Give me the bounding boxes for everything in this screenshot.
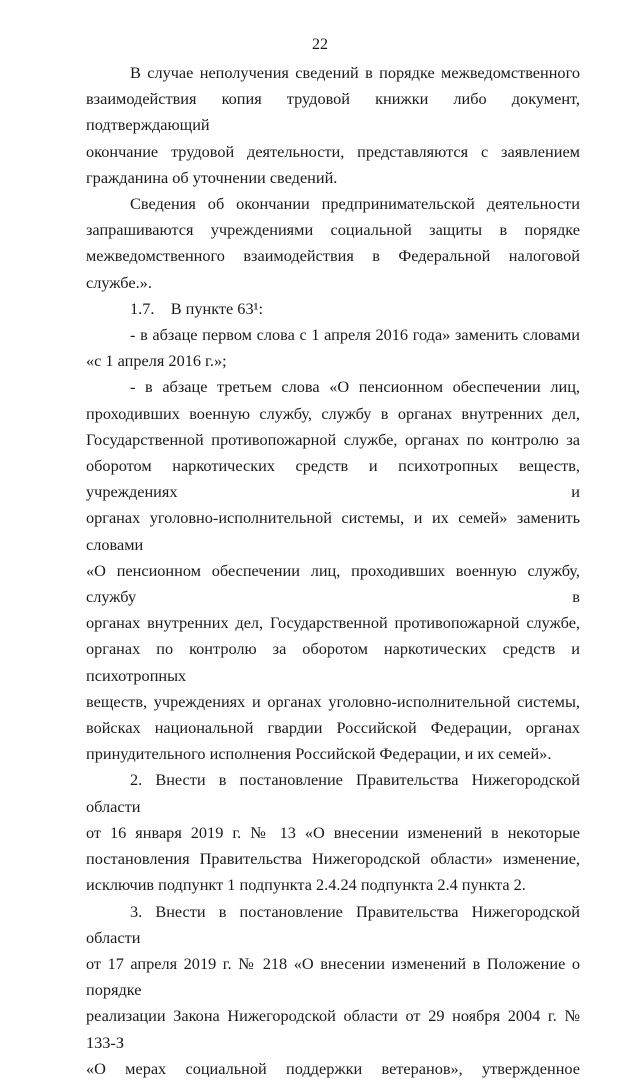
bullet-text-line: Государственной противопожарной службе, органах по контролю за [86,429,580,449]
document-body [86,60,580,1082]
bullet-text-line: «О пенсионном обеспечении лиц, проходивших военную службу, службу в [86,560,580,607]
bullet-text-line: войсках национальной гвардии Российской Федерации, органах [86,718,580,738]
paragraph-text-line: межведомственного взаимодействия в Федеральной налоговой службе.». [86,246,580,292]
bullet-text-line: оборотом наркотических средств и психотропных веществ, учреждениях и [86,456,580,502]
paragraph-text-line: окончание трудовой деятельности, представляются с заявлением [86,141,580,161]
bullet-text-line: органах уголовно-исполнительной системы, и их семей» заменить словами [86,508,580,554]
paragraph-text-line: В случае неполучения сведений в порядке межведомственного [130,63,580,82]
paragraph-text-line: 2. Внести в постановление Правительства Нижегородской области [86,770,580,816]
paragraph-text-line: исключив подпункт 1 подпункта 2.4.24 подпункта 2.4 пункта 2. [86,875,526,895]
bullet-text-line: - в абзаце третьем слова «О пенсионном обеспечении лиц, [130,377,580,397]
paragraph-text-line: реализации Закона Нижегородской области от 29 ноября 2004 г. № 133-З [86,1006,580,1052]
paragraph-text-line: взаимодействия копия трудовой книжки либо документ, подтверждающий [86,89,580,135]
paragraph-text-line: 3. Внести в постановление Правительства Нижегородской области [86,901,580,947]
paragraph-text-line: от 17 апреля 2019 г. № 218 «О внесении изменений в Положение о порядке [86,953,580,1000]
paragraph-text-line: гражданина об уточнении сведений. [86,167,338,187]
bullet-text-line: проходивших военную службу, службу в органах внутренних дел, [86,403,580,423]
paragraph-text-line: Сведения об окончании предпринимательской деятельности [130,194,580,214]
bullet-text-line: веществ, учреждениях и органах уголовно-исполнительной системы, [86,691,580,711]
paragraph-text-line: «О мерах социальной поддержки ветеранов», утвержденное [86,1058,580,1078]
bullet-text-line: - в абзаце первом слова с 1 апреля 2016 года» заменить словами [130,325,580,345]
paragraph-text-line: запрашиваются учреждениями социальной защиты в порядке [86,220,580,240]
bullet-text-line: принудительного исполнения Российской Федерации, и их семей». [86,744,552,764]
paragraph-text-line: от 16 января 2019 г. № 13 «О внесении изменений в некоторые [86,822,580,842]
paragraph-text-line: постановления Правительства Нижегородской области» изменение, [86,849,580,869]
bullet-text-line: «с 1 апреля 2016 г.»; [86,351,227,371]
page-number: 22 [312,36,328,53]
item-heading: 1.7. В пункте 63¹: [130,298,263,318]
bullet-text-line: органах по контролю за оборотом наркотических средств и психотропных [86,639,580,685]
bullet-text-line: органах внутренних дел, Государственной противопожарной службе, [86,613,580,633]
